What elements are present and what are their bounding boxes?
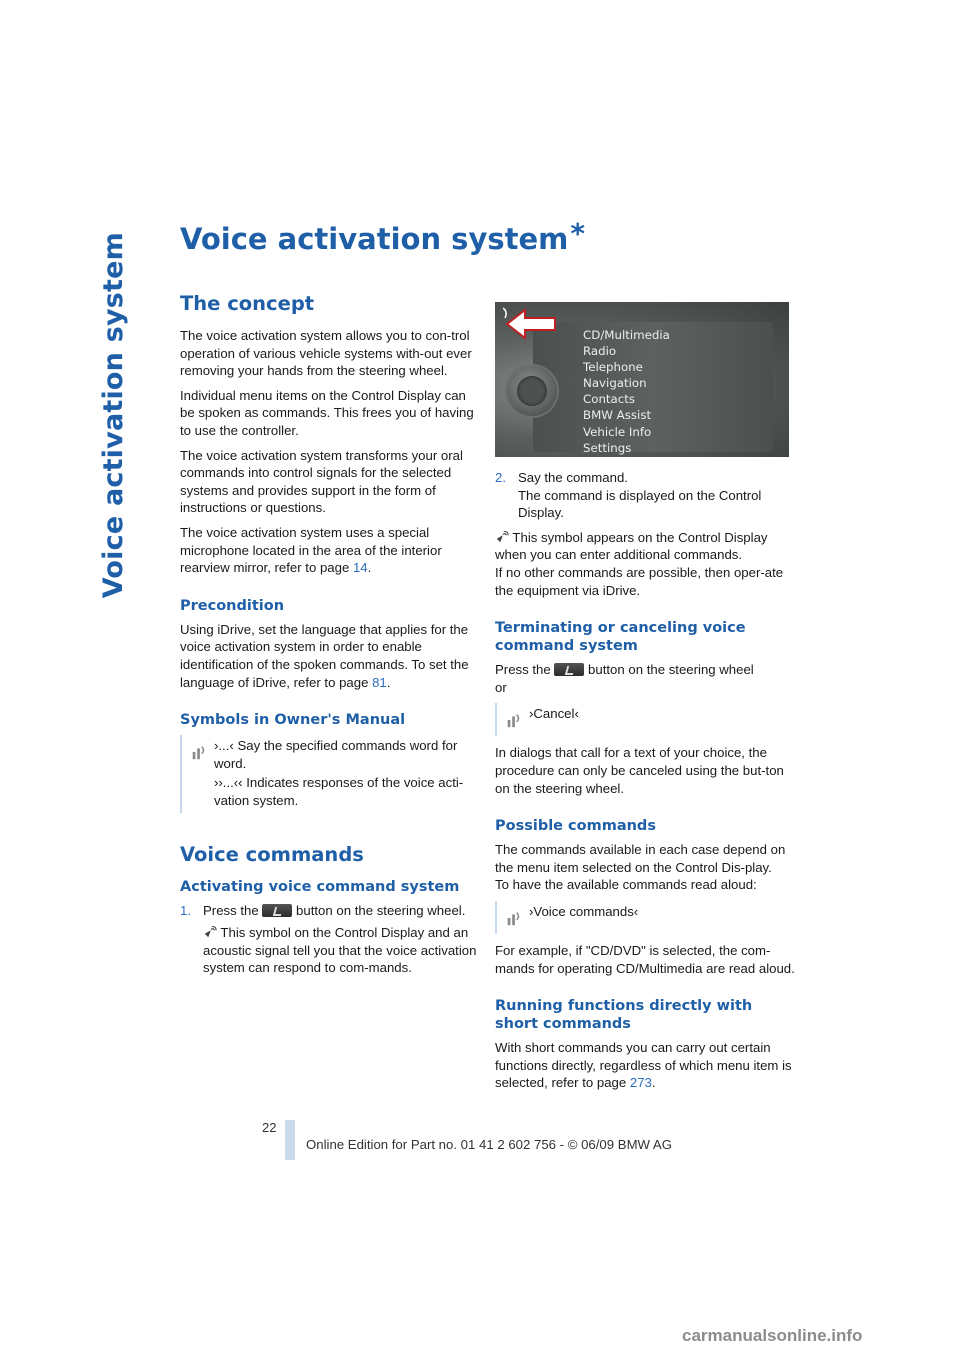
activating-heading: Activating voice command system: [180, 879, 460, 896]
symbol-paragraph: [495, 529, 795, 599]
voice-commands-command: ›Voice commands‹: [529, 903, 639, 919]
menu-item-vehicle-info: Vehicle Info: [583, 424, 652, 439]
control-display-menu: [533, 322, 773, 455]
menu-item-cd-multimedia: CD/Multimedia: [583, 328, 670, 342]
page-link-81[interactable]: 81: [372, 674, 387, 690]
concept-paragraph-2: Individual menu items on the Control Display can be spoken as commands. This frees you of having to use the controller.: [180, 387, 474, 438]
precondition-heading: Precondition: [180, 597, 285, 614]
step-1-text-pre: Press the: [203, 903, 263, 919]
running-paragraph-text: With short commands you can carry out certain functions directly, regardless of which menu item is selected, refer to page: [495, 1040, 792, 1091]
step-1: [180, 902, 480, 920]
cancel-note: [495, 703, 795, 736]
concept-heading: The concept: [180, 292, 315, 315]
running-paragraph: With short commands you can carry out certain functions directly, regardless of which menu item is selected, refer to page 273.: [495, 1040, 792, 1091]
pointer-arrow-icon: [503, 304, 563, 344]
step-1-number: 1.: [180, 903, 191, 919]
step-2: [495, 469, 795, 487]
left-column: [180, 292, 480, 984]
menu-item-telephone: Telephone: [583, 360, 643, 375]
step-2-sub: The command is displayed on the Control Display.: [518, 487, 762, 521]
voice-commands-heading: Voice commands: [180, 843, 364, 867]
steering-wheel-voice-button-icon: [554, 663, 584, 676]
concept-paragraph-4: The voice activation system uses a special microphone located in the area of the interior rearview mirror, refer to page 14.: [180, 524, 442, 576]
menu-item-bmw-assist: BMW Assist: [583, 408, 652, 423]
symbol-paragraph-2: If no other commands are possible, then oper-ate the equipment via iDrive.: [495, 564, 784, 598]
footer-bar: [285, 1120, 295, 1160]
optional-equipment-star: *: [570, 217, 586, 250]
terminating-pre: Press the: [495, 662, 555, 678]
possible-paragraph: [495, 841, 795, 894]
step-1-text-post: button on the steering wheel.: [292, 903, 466, 919]
symbols-line-2: ››...‹‹ Indicates responses of the voice acti-vation system.: [214, 775, 464, 808]
terminating-or: or: [495, 679, 507, 695]
side-chapter-title: Voice activation system: [98, 232, 129, 599]
possible-paragraph-1: The commands available in each case depend on the menu item selected on the Control Dis-play.: [495, 842, 786, 875]
voice-wave-icon: [505, 705, 529, 734]
edition-text: Online Edition for Part no. 01 41 2 602 756 - © 06/09 BMW AG: [306, 1137, 672, 1152]
step-2-text: Say the command.: [518, 470, 628, 485]
concept-paragraph-4-text: The voice activation system uses a special microphone located in the area of the interior rearview mirror, refer to page: [180, 524, 442, 576]
page-title-text: Voice activation system: [180, 222, 569, 256]
symbols-line-1: ›...‹ Say the specified commands word for word.: [214, 738, 458, 771]
page-title: [180, 217, 586, 256]
precondition-paragraph: Using iDrive, set the language that applies for the voice activation system in order to enable identification of the spoken commands. To set the language of iDrive, refer to page 81.: [180, 621, 469, 690]
example-paragraph: For example, if "CD/DVD" is selected, the com-mands for operating CD/Multimedia are read aloud.: [495, 942, 795, 976]
voice-wave-icon: [505, 903, 529, 932]
page-link-273[interactable]: 273: [629, 1075, 652, 1091]
voice-active-symbol-icon: [495, 530, 509, 544]
symbol-paragraph-text: This symbol appears on the Control Display when you can enter additional commands.: [495, 529, 768, 563]
watermark: carmanualsonline.info: [682, 1326, 863, 1345]
step-1-sub-text: This symbol on the Control Display and an acoustic signal tell you that the voice activation system can respond to com-mands.: [203, 925, 477, 976]
page-number: 22: [262, 1120, 277, 1135]
terminating-paragraph: [495, 661, 795, 696]
concept-paragraph-3: The voice activation system transforms your oral commands into control signals for the selected systems and provides support in the form of instructions or questions.: [180, 447, 463, 516]
menu-item-settings: Settings: [583, 440, 632, 455]
possible-commands-heading: Possible commands: [495, 818, 656, 835]
menu-item-navigation: Navigation: [583, 376, 647, 391]
cancel-command: ›Cancel‹: [529, 706, 579, 722]
control-display-screenshot: [495, 302, 789, 457]
right-column: [495, 302, 795, 1099]
menu-item-radio: Radio: [583, 344, 617, 359]
voice-commands-note: [495, 901, 795, 934]
step-2-number: 2.: [495, 470, 506, 485]
symbols-heading: Symbols in Owner's Manual: [180, 712, 406, 729]
precondition-paragraph-text: Using iDrive, set the language that applies for the voice activation system in order to enable identification of the spoken commands. To set the language of iDrive, refer to page: [180, 621, 469, 690]
step-1-sub: [180, 924, 480, 977]
page-link-14[interactable]: 14: [352, 560, 368, 576]
menu-item-contacts: Contacts: [583, 392, 636, 407]
running-functions-heading: Running functions directly with short commands: [495, 998, 753, 1033]
dialogs-paragraph: In dialogs that call for a text of your choice, the procedure can only be canceled using the but-ton on the steering wheel.: [495, 745, 784, 796]
voice-active-symbol-icon: [203, 925, 217, 939]
controller-dial-icon: [507, 366, 557, 416]
voice-wave-icon: [190, 737, 214, 811]
concept-paragraph-1: The voice activation system allows you to con-trol operation of various vehicle systems with-out ever removing your hands from the steering wheel.: [180, 328, 472, 379]
possible-paragraph-2: To have the available commands read aloud:: [495, 877, 757, 893]
symbols-note: [180, 735, 480, 813]
steering-wheel-voice-button-icon: [262, 904, 292, 917]
terminating-heading: Terminating or canceling voice command system: [495, 620, 746, 655]
terminating-post: button on the steering wheel: [584, 662, 754, 678]
